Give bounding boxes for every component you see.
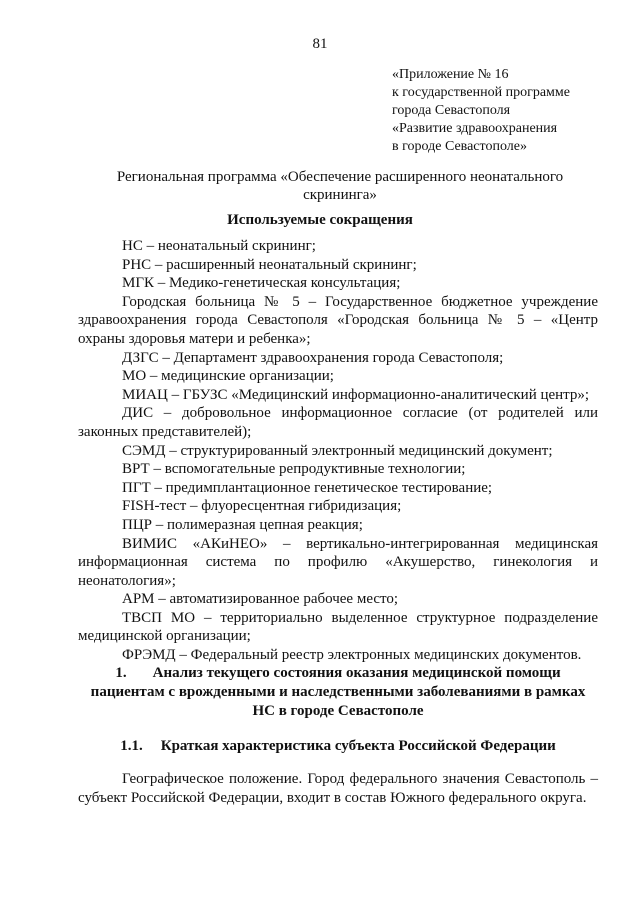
abbreviation-item: НС – неонатальный скрининг; xyxy=(122,238,316,254)
abbreviation-item: ФРЭМД – Федеральный реестр электронных медицинских документов. xyxy=(122,647,582,664)
appendix-line: города Севастополя xyxy=(392,103,511,118)
abbreviation-item: ДЗГС – Департамент здравоохранения города Севастополя; xyxy=(122,349,504,366)
abbreviation-item: МИАЦ – ГБУЗС «Медицинский информационно-аналитический центр»; xyxy=(122,386,590,403)
abbreviations-list xyxy=(78,237,598,665)
section-title: Анализ текущего состояния оказания медицинской помощи пациентам с врожденными и наследственными заболеваниями в рамках НС в городе Севастополе xyxy=(90,665,586,719)
abbreviation-item: ДИС – добровольное информационное согласие (от родителей или законных представителей); xyxy=(78,405,598,440)
section-number: 1. xyxy=(115,665,127,681)
abbreviation-item: ТВСП МО – территориально выделенное структурное подразделение медицинской организации; xyxy=(78,609,598,645)
section-1-1-heading xyxy=(78,738,598,755)
abbreviation-item: ПЦР – полимеразная цепная реакция; xyxy=(122,516,363,533)
body-paragraph: Географическое положение. Город федерального значения Севастополь – субъект Российской Федерации, входит в состав Южного федерального округа. xyxy=(78,771,598,806)
abbreviation-item: РНС – расширенный неонатальный скрининг; xyxy=(122,256,417,273)
section-title: Краткая характеристика субъекта Российской Федерации xyxy=(160,738,556,754)
page-number: 81 xyxy=(312,36,328,52)
section-number: 1.1. xyxy=(120,738,143,754)
section-1-heading xyxy=(78,664,598,721)
appendix-line: в городе Севастополе» xyxy=(392,139,527,154)
abbreviation-item: ПГТ – предимплантационное генетическое тестирование; xyxy=(122,479,493,496)
appendix-line: к государственной программе xyxy=(392,85,570,100)
abbreviation-item: АРМ – автоматизированное рабочее место; xyxy=(122,591,399,608)
abbreviation-item: МГК – Медико-генетическая консультация; xyxy=(122,275,401,292)
appendix-line: «Развитие здравоохранения xyxy=(392,121,558,136)
abbreviation-item: FISH-тест – флуоресцентная гибридизация; xyxy=(122,498,402,515)
appendix-block xyxy=(392,66,622,156)
program-title: Региональная программа «Обеспечение расширенного неонатального скрининга» xyxy=(116,169,564,203)
abbreviation-item: СЭМД – структурированный электронный медицинский документ; xyxy=(122,442,553,459)
abbreviations-heading: Используемые сокращения xyxy=(227,212,413,228)
abbreviation-item: МО – медицинские организации; xyxy=(122,368,334,385)
appendix-line: «Приложение № 16 xyxy=(392,67,509,82)
abbreviation-item: ВРТ – вспомогательные репродуктивные технологии; xyxy=(122,461,466,478)
abbreviation-item: Городская больница № 5 – Государственное бюджетное учреждение здравоохранения города Севастополя «Городская больница № 5 – «Центр охраны здоровья матери и ребенка»; xyxy=(78,293,598,347)
abbreviation-item: ВИМИС «АКиНЕО» – вертикально-интегрированная медицинская информационная система по профилю «Акушерство, гинекология и неонатология»; xyxy=(78,535,598,589)
